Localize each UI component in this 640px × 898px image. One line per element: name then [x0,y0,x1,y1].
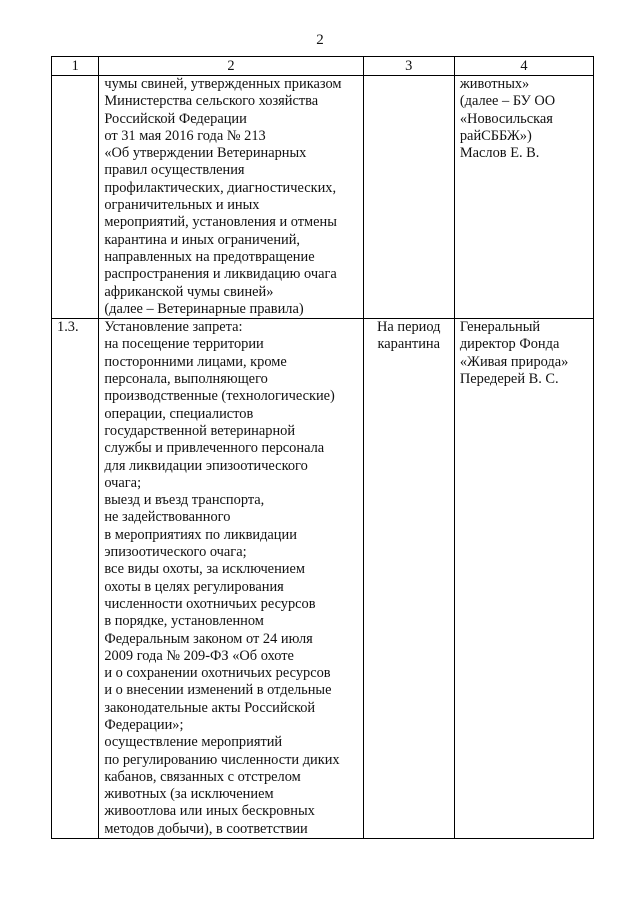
text-line: законодательные акты Российской [104,699,316,716]
text-line: африканской чумы свиней» [104,283,274,300]
period-cell [363,319,454,839]
text-line: На период [377,319,441,336]
text-line: операции, специалистов [104,405,254,422]
text-line: направленных на предотвращение [104,248,315,265]
text-line: по регулированию численности диких [104,751,340,768]
text-line: методов добычи), в соответствии [104,820,308,837]
text-line: чумы свиней, утвержденных приказом [104,76,342,92]
text-line: и о внесении изменений в отдельные [104,682,332,699]
text-line: распространения и ликвидацию очага [104,266,337,283]
text-line: животных» [459,76,530,92]
text-line: осуществление мероприятий [104,734,283,751]
text-line: производственные (технологические) [104,388,335,405]
text-line: посторонними лицами, кроме [104,353,287,370]
text-line: мероприятий, установления и отмены [104,214,337,231]
text-line: Российской Федерации [104,110,247,127]
text-line: выезд и въезд транспорта, [104,492,265,509]
text-line: (далее – БУ ОО [459,93,556,110]
table-row [52,76,594,319]
text-line: карантина [377,336,440,353]
text-line: карантина и иных ограничений, [104,231,301,248]
table-row [52,319,594,839]
text-line: кабанов, связанных с отстрелом [104,768,301,785]
text-line: Федерации»; [104,716,184,733]
text-line: государственной ветеринарной [104,422,296,439]
text-line: Установление запрета: [104,319,243,336]
text-line: директор Фонда [459,336,560,353]
row-number: 1.3. [52,319,99,839]
measures-table [51,56,594,839]
text-line: «Об утверждении Ветеринарных [104,145,307,162]
responsible-cell [454,76,593,319]
header-col-3: 3 [363,57,454,76]
text-line: в мероприятиях по ликвидации [104,526,297,543]
text-line: райСББЖ») [459,127,532,144]
period-cell [363,76,454,319]
table-header-row [52,57,594,76]
text-line: очага; [104,474,142,491]
header-col-1: 1 [52,57,99,76]
text-line: не задействованного [104,509,231,526]
text-line: животных (за исключением [104,786,274,803]
text-line: охоты в целях регулирования [104,578,284,595]
text-line: и о сохранении охотничьих ресурсов [104,665,331,682]
text-line: Маслов Е. В. [459,145,540,162]
text-line: Министерства сельского хозяйства [104,93,319,110]
text-line: «Живая природа» [459,353,569,370]
text-line: все виды охоты, за исключением [104,561,305,578]
text-line: (далее – Ветеринарные правила) [104,300,304,317]
text-line: ограничительных и иных [104,197,260,214]
page-number: 2 [316,32,324,48]
text-line: профилактических, диагностических, [104,179,337,196]
text-line: эпизоотического очага; [104,544,247,561]
measure-cell [99,319,363,839]
text-line: Генеральный [459,319,541,336]
text-line: «Новосильская [459,110,553,127]
row-number [52,76,99,319]
text-line: от 31 мая 2016 года № 213 [104,127,266,144]
responsible-cell [454,319,593,839]
text-line: для ликвидации эпизоотического [104,457,308,474]
text-line: живоотлова или иных бескровных [104,803,315,820]
text-line: Федеральным законом от 24 июля [104,630,313,647]
text-line: Передерей В. С. [459,371,559,388]
text-line: численности охотничьих ресурсов [104,595,316,612]
text-line: 2009 года № 209-ФЗ «Об охоте [104,647,294,664]
header-col-2: 2 [99,57,363,76]
text-line: правил осуществления [104,162,245,179]
text-line: в порядке, установленном [104,613,264,630]
text-line: на посещение территории [104,336,264,353]
text-line: персонала, выполняющего [104,371,268,388]
text-line: службы и привлеченного персонала [104,440,325,457]
measure-cell [99,76,363,319]
header-col-4: 4 [454,57,593,76]
